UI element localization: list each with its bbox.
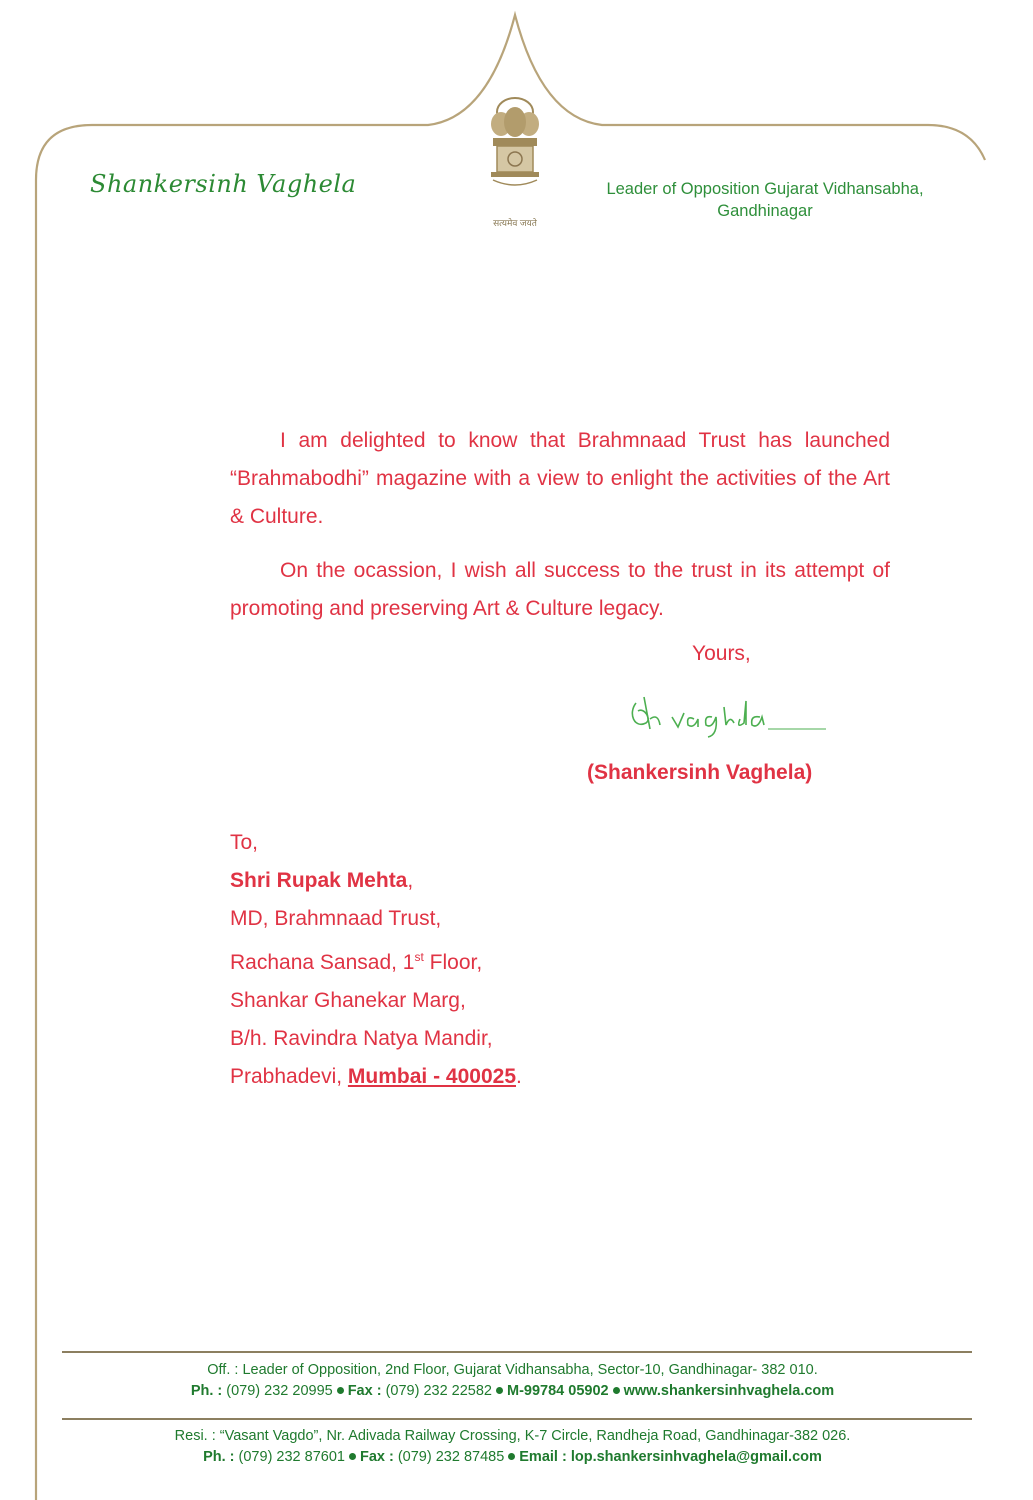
letter-closing: Yours,	[692, 642, 751, 665]
recipient-line-1: MD, Brahmnaad Trust,	[230, 907, 442, 930]
letterhead-name: Shankersinh Vaghela	[90, 170, 357, 198]
bullet-icon	[496, 1387, 503, 1394]
paragraph-1-text: I am delighted to know that Brahmnaad Trust has launched “Brahmabodhi” magazine with a view to enlight the activities of the Art & Culture.	[230, 429, 890, 528]
recipient-line-2-pre: Rachana Sansad, 1	[230, 951, 415, 974]
residence-fax: (079) 232 87485	[393, 1449, 505, 1465]
position-line-1: Leader of Opposition Gujarat Vidhansabha,	[606, 180, 924, 198]
footer-office	[60, 1360, 965, 1402]
recipient-line-2	[230, 938, 522, 982]
recipient-line-4: B/h. Ravindra Natya Mandir,	[230, 1027, 493, 1050]
signature	[632, 697, 826, 737]
office-address: Off. : Leader of Opposition, 2nd Floor, Gujarat Vidhansabha, Sector-10, Gandhinagar- 382 010.	[207, 1362, 818, 1378]
residence-address: Resi. : “Vasant Vagdo”, Nr. Adivada Railway Crossing, K-7 Circle, Randheja Road, Gandhinagar-382 026.	[174, 1428, 851, 1444]
letter-paragraph-1	[230, 422, 890, 536]
recipient-name-suffix: ,	[407, 869, 414, 892]
bullet-icon	[508, 1453, 515, 1460]
recipient-line-2-post: Floor,	[423, 951, 483, 974]
office-mobile: M-99784 05902	[507, 1383, 609, 1399]
residence-fax-label: Fax :	[359, 1449, 394, 1465]
letter-paragraph-2	[230, 552, 890, 628]
signatory-name: (Shankersinh Vaghela)	[587, 761, 813, 784]
position-line-2: Gandhinagar	[717, 202, 813, 220]
recipient-line-5	[230, 1058, 522, 1096]
bullet-icon	[613, 1387, 620, 1394]
residence-phone: (079) 232 87601	[234, 1449, 345, 1465]
recipient-name: Shri Rupak Mehta	[230, 869, 408, 892]
letterhead-position	[560, 178, 970, 222]
office-fax: (079) 232 22582	[381, 1383, 492, 1399]
bullet-icon	[337, 1387, 344, 1394]
paragraph-2-text: On the ocassion, I wish all success to the trust in its attempt of promoting and preserving Art & Culture legacy.	[230, 559, 890, 620]
state-emblem-icon	[491, 98, 539, 185]
recipient-to: To,	[230, 831, 259, 854]
office-fax-label: Fax :	[347, 1383, 382, 1399]
residence-email[interactable]: lop.shankersinhvaghela@gmail.com	[566, 1449, 822, 1465]
recipient-city: Mumbai - 400025	[347, 1065, 516, 1088]
recipient-name-line	[230, 862, 522, 900]
office-ph-label: Ph. :	[190, 1383, 223, 1399]
recipient-line-3: Shankar Ghanekar Marg,	[230, 989, 466, 1012]
bullet-icon	[349, 1453, 356, 1460]
residence-contacts	[60, 1447, 965, 1468]
recipient-line-2-sup: st	[414, 950, 424, 964]
residence-ph-label: Ph. :	[203, 1449, 235, 1465]
footer-residence	[60, 1426, 965, 1468]
residence-email-label: Email :	[519, 1449, 567, 1465]
office-contacts	[60, 1381, 965, 1402]
office-website[interactable]: www.shankersinhvaghela.com	[623, 1383, 835, 1399]
recipient-line-5-pre: Prabhadevi,	[230, 1065, 348, 1088]
office-phone: (079) 232 20995	[222, 1383, 333, 1399]
emblem-motto: सत्यमेव जयते	[493, 218, 537, 228]
recipient-address	[230, 824, 522, 1096]
ornamental-border	[36, 15, 985, 1500]
recipient-line-5-post: .	[516, 1065, 522, 1088]
